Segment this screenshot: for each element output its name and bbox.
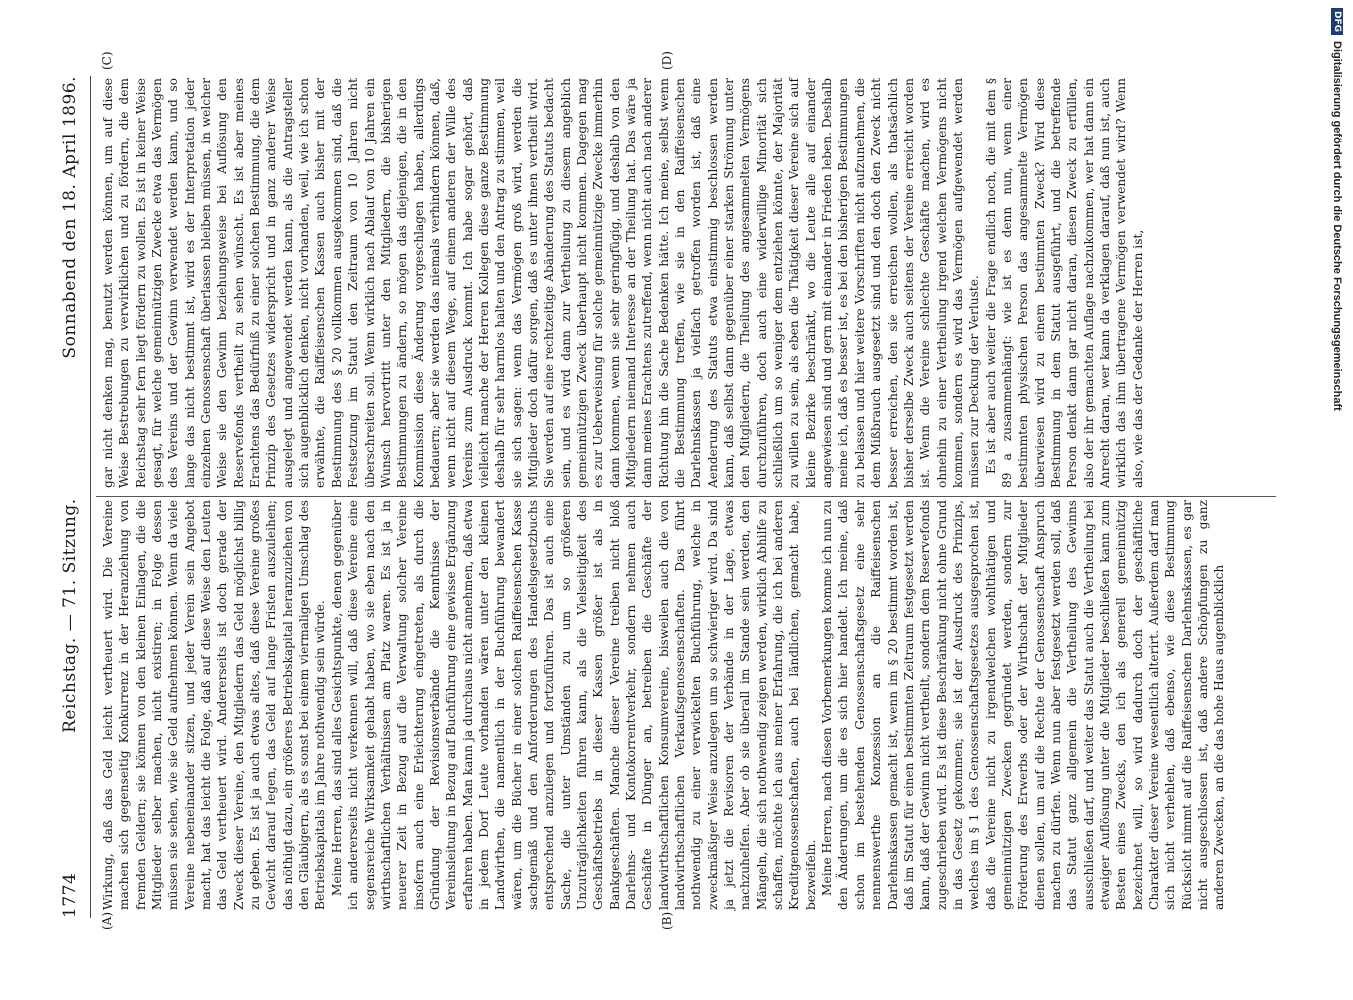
- column-divider: [96, 496, 1276, 497]
- session-title: Reichstag. — 71. Sitzung.: [60, 498, 80, 733]
- margin-mark-c: (C): [100, 51, 114, 70]
- right-text-column: [100, 78, 1146, 488]
- digitization-note: Digitalisierung gefördert durch die Deutsche Forschungsgemeinschaft: [1331, 41, 1344, 411]
- dfg-logo: DFG: [1332, 8, 1344, 35]
- paragraph: Es ist aber auch weiter die Frage endlich noch, die mit dem § 89 a zusammenhängt: wie ist es denn nun, wenn einer bestimmten physischen Person das angesammelte Vermögen überwiesen wird zu einem bestimmten Zweck? Wird diese Bestimmung in dem Statut ausgeführt, und die betreffende Person denkt dann gar nicht daran, diesen Zweck zu erfüllen, also der ihr gemachten Auflage nachzukommen, wer hat dann ein Anrecht daran, wer kann da verklagen darauf, daß nun ist, auch wirklich das ihm übertragene Vermögen verwendet wird? Wenn also, wie das der Gedanke der Herren ist,: [983, 78, 1145, 488]
- page-number: 1774: [60, 872, 80, 918]
- left-text-column: [100, 500, 1228, 910]
- page-header: [60, 76, 86, 918]
- margin-mark-b: (B): [660, 911, 674, 930]
- paragraph: Meine Herren, das sind alles Gesichtspunkte, denen gegenüber ich andererseits nicht verkennen will, daß diese Vereine eine segensreiche Wirksamkeit gehabt haben, wo sie eben nach den wirthschaftlichen Verhältnissen am Platz waren. Es ist ja in neuerer Zeit in Bezug auf die Verwaltung solcher Vereine insofern auch eine Erleichterung eingetreten, als durch die Gründung der Revisionsverbände die Kenntnisse der Vereinsleitung in Bezug auf Buchführung eine gewisse Ergänzung erfahren haben. Man kann ja durchaus nicht annehmen, daß etwa in jedem Dorf Leute vorhanden wären unter den kleinen Landwirthen, die namentlich in der Buchführung bewandert wären, um die Bücher in einer solchen Raiffeisenschen Kasse sachgemäß und den Anforderungen des Handelsgesetzbuchs entsprechend anzulegen und fortzuführen. Das ist auch eine Sache, die unter Umständen zu um so größeren Unzuträglichkeiten führen kann, als die Vielseitigkeit des Geschäftsbetriebs in dieser Kassen größer ist als in Bankgeschäften. Manche dieser Vereine treiben nicht bloß Darlehns- und Kontokorrentverkehr, sondern nehmen auch Geschäfte in Dünger an, betreiben die Geschäfte der landwirthschaftlichen Konsumvereine, bisweilen auch die von landwirthschaftlichen Verkaufsgenossenschaften. Das führt nothwendig zu einer verwickelten Buchführung, welche in zweckmäßiger Weise anzulegen um so schwieriger wird. Da sind ja jetzt die Revisoren der Verbände in der Lage, etwas nachzuhelfen. Aber ob sie überall im Stande sein werden, den Mängeln, die sich nothwendig zeigen werden, wirklich Abhilfe zu schaffen, möchte ich aus meiner Erfahrung, die ich bei anderen Kreditgenossenschaften, auch bei ländlichen, gemacht habe, bezweifeln.: [329, 500, 818, 910]
- paragraph: Meine Herren, nach diesen Vorbemerkungen komme ich nun zu den Änderungen, um die es sich hier handelt. Ich meine, daß schon im bestehenden Genossenschaftsgesetz eine sehr nennenswerthe Konzession an die Raiffeisenschen Darlehnskassen gemacht ist, wenn im § 20 bestimmt worden ist, daß im Statut für einen bestimmten Zeitraum festgesetzt werden kann, daß der Gewinn nicht vertheilt, sondern dem Reservefonds zugeschrieben wird. Es ist diese Beschränkung nicht ohne Grund in das Gesetz gekommen; sie ist der Ausdruck des Prinzips, welches im § 1 des Genossenschaftsgesetzes ausgesprochen ist, daß die Vereine nicht zu irgendwelchen wohlthätigen und gemeinnützigen Zwecken gegründet werden, sondern zur Förderung des Erwerbs oder der Wirthschaft der Mitglieder dienen sollen, um auf die Rechte der Genossenschaft Anspruch machen zu dürfen. Wenn nun aber festgesetzt werden soll, daß das Statut ganz allgemein die Vertheilung des Gewinns ausschließen darf, und weiter das Statut auch die Vertheilung bei etwaiger Auflösung unter die Mitglieder beschließen kann zum Besten eines Zwecks, den ich als generell gemeinnützig bezeichnet will, so wird dadurch doch der geschäftliche Charakter dieser Vereine wesentlich alterirt. Außerdem darf man sich nicht verhehlen, daß ebenso, wie diese Bestimmung Rücksicht nimmt auf die Raiffeisenschen Darlehnskassen, es gar nicht ausgeschlossen ist, daß andere Schöpfungen zu ganz anderen Zwecken, an die das hohe Haus augenblicklich: [820, 500, 1227, 910]
- header-rule: [90, 76, 91, 918]
- session-date: Sonnabend den 18. April 1896.: [60, 76, 80, 359]
- side-footer: [1322, 0, 1353, 1000]
- margin-mark-a: (A): [100, 911, 114, 930]
- paragraph: gar nicht denken mag, benutzt werden können, um auf diese Weise Bestrebungen zu verwirklichen und zu fördern, die dem Reichstag sehr fern liegt fördern zu wollen. Es ist in keiner Weise gesagt, für welche gemeinnützigen Zwecke etwa das Vermögen des Vereins und der Gewinn verwendet werden kann, und so lange das nicht bestimmt ist, wird es der Interpretation jeder einzelnen Genossenschaft überlassen bleiben müssen, in welcher Weise sie den Gewinn beziehungsweise bei Auflösung den Reservefonds vertheilt zu sehen wünscht. Es ist aber meines Erachtens das Bedürfniß zu einer solchen Bestimmung, die dem Prinzip des Gesetzes widerspricht und in ganz anderer Weise ausgelegt und angewendet werden kann, als die Antragsteller sich augenblicklich denken, nicht vorhanden, weil, wie ich schon erwähnte, die Raiffeisenschen Kassen auch bisher mit der Bestimmung des § 20 vollkommen ausgekommen sind, daß die Festsetzung im Statut den Zeitraum von 10 Jahren nicht überschreiten soll. Wenn wirklich nach Ablauf von 10 Jahren ein Wunsch hervortritt unter den Mitgliedern, die bisherigen Bestimmungen zu ändern, so mögen das diejenigen, die in den Kommission diese Änderung vorgeschlagen haben, allerdings bedauern; aber sie werden das niemals verhindern können, daß, wenn nicht auf diesem Wege, auf einem anderen der Wille des Vereins zum Ausdruck kommt. Ich habe sogar gehört, daß vielleicht manche der Herren Kollegen diese ganze Bestimmung deshalb für sehr harmlos halten und den Antrag zu stimmen, weil sie sich sagen: wenn das Vermögen groß wird, werden die Mitglieder doch dafür sorgen, daß es unter ihnen vertheilt wird. Sie werden auf eine rechtzeitige Abänderung des Statuts bedacht sein, und es wird dann zur Vertheilung zu diesem angeblich gemeinnützigen Zweck überhaupt nicht kommen. Dagegen mag es zur Ueberweisung für solche gemeinnützige Zwecke immerhin dann kommen, wenn sie sehr geringfügig, und deshalb von den Mitgliedern niemand Interesse an der Theilung hat. Das wäre ja dann meines Erachtens zutreffend, wenn nicht auch nach anderer Richtung hin die Sache Bedenken hätte. Ich meine, selbst wenn die Bestimmung treffen, wie sie in den Raiffeisenschen Darlehnskassen ja vielfach getroffen worden ist, daß eine Aenderung des Statuts etwa einstimmig beschlossen werden kann, daß selbst dann gegenüber einer starken Strömung unter den Mitgliedern, die Theilung des angesammelten Vermögens durchzuführen, doch auch eine widerwillige Minorität sich schließlich um so weniger dem entziehen könnte, der Majorität zu willen zu sein, als eben die Thätigkeit dieser Vereine sich auf kleine Bezirke beschränkt, wo die Leute alle auf einander angewiesen sind und gern mit einander in Frieden leben. Deshalb meine ich, daß es besser ist, es bei den bisherigen Bestimmungen zu belassen und hier weitere Vorschriften nicht aufzunehmen, die dem Mißbrauch ausgesetzt sind und den doch den Zweck nicht besser erreichen, den sie erreichen wollen, als thatsächlich bisher derselbe Zweck auch seitens der Vereine erreicht worden ist. Wenn die Vereine schlechte Geschäfte machen, wird es ohnehin zu einer Vertheilung irgend welchen Vermögens nicht kommen, sondern es wird das Vermögen aufgewendet werden müssen zur Deckung der Verluste.: [101, 78, 982, 488]
- paragraph: Wirkung, daß das Geld leicht vertheuert wird. Die Vereine machen sich gegenseitig Konkurrenz in der Heranziehung von fremden Geldern; sie können von den kleinen Einlagen, die die Mitglieder selber machen, nicht existiren; in Folge dessen müssen sie sehen, wie sie Geld aufnehmen können. Wenn da viele Vereine nebeneinander sitzen, und jeder Verein sein Angebot macht, hat das leicht die Folge, daß auf diese Weise den Leuten das Geld vertheuert wird. Andererseits ist doch gerade der Zweck dieser Vereine, den Mitgliedern das Geld möglichst billig zu geben. Es ist ja auch etwas altes, daß diese Vereine großes Gewicht darauf legen, das Geld auf lange Fristen auszuleihen; das nöthigt dazu, ein größeres Betriebskapital heranzuziehen von den Gläubigern, als es sonst bei einem viermaligen Umschlag des Betriebskapitals im Jahre nothwendig sein würde.: [101, 500, 328, 910]
- margin-mark-d: (D): [660, 51, 674, 70]
